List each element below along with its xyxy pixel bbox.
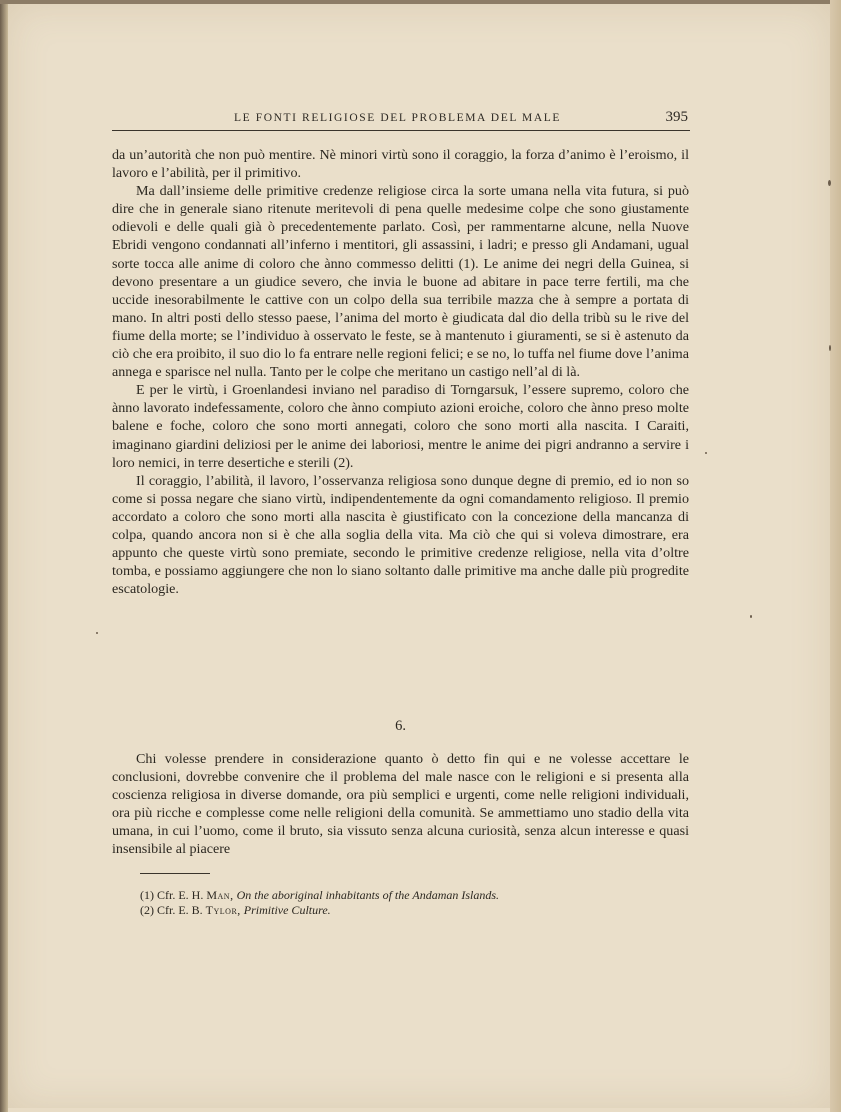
paragraph: Il coraggio, l’abilità, il lavoro, l’osservanza religiosa sono dunque degne di premio, ed io non so come si possa negare che siano virtù, indipendentemente da ogni comandamento religioso. Il premio accordato a coloro che sono morti alla nascita è giustificato con la concezione della mancanza di colpa, quando ancora non si è che alla soglia della vita. Ma ciò che qui si voleva dimostrare, era appunto che queste virtù sono premiate, secondo le primitive credenze religiose, nella vita d’oltre tomba, e possiamo aggiungere che non lo siano soltanto dalle primitive ma anche dalle più progredite escatologie. (112, 472, 689, 598)
footnote (140, 888, 680, 903)
main-text (112, 146, 689, 598)
paper-speck (750, 615, 752, 618)
page-top-edge (0, 0, 841, 4)
page-number: 395 (665, 109, 688, 125)
footnote-marker: (1) (140, 888, 154, 902)
paragraph: E per le virtù, i Groenlandesi inviano nel paradiso di Torngarsuk, l’essere supremo, coloro che ànno lavorato indefessamente, coloro che ànno compiuto azioni eroiche, coloro che ànno preso molte balene e foche, coloro che sono morti annegati, coloro che sono morti alla nascita. I Caraiti, imaginano giardini deliziosi per le anime dei laboriosi, mentre le anime dei pigri andranno a servire i loro nemici, in terre desertiche e sterili (2). (112, 382, 689, 471)
footnote-title: Primitive Culture. (243, 902, 331, 917)
footnote-author: Man, (206, 888, 234, 902)
page-right-edge (830, 0, 841, 1112)
footnote-separator (140, 873, 210, 874)
footnote (140, 903, 680, 918)
footnote-prefix: Cfr. E. H. (157, 888, 204, 902)
paragraph: da un’autorità che non può mentire. Nè minori virtù sono il coraggio, la forza d’animo è l’eroismo, il lavoro e l’abilità, per il primitivo. (112, 147, 689, 182)
paper-speck (828, 180, 831, 186)
footnote-author: Tylor, (205, 902, 241, 917)
paper-speck (705, 452, 707, 454)
footnotes (140, 888, 680, 917)
paper-speck (96, 632, 98, 634)
paragraph: Chi volesse prendere in considerazione quanto ò detto fin qui e ne volesse accettare le conclusioni, dovrebbe convenire che il problema del male nasce con le religioni e si presenta alla coscienza religiosa in diverse domande, ora più semplici e urgenti, come nelle religioni individuali, ora più ricche e complesse come nelle religioni della comunità. Se ammettiamo uno stadio della vita umana, in cui l’uomo, come il bruto, sia vissuto senza alcuna curiosità, senza alcun interesse e quasi insensibile al piacere (112, 751, 689, 858)
running-header (112, 108, 690, 131)
footnote-marker: (2) (140, 902, 154, 917)
footnote-prefix: Cfr. E. B. (157, 902, 203, 917)
paper-speck (829, 345, 831, 351)
footnote-title: On the aboriginal inhabitants of the Andaman Islands. (236, 888, 500, 902)
section-number: 6. (395, 718, 406, 734)
paragraph: Ma dall’insieme delle primitive credenze religiose circa la sorte umana nella vita futura, si può dire che in generale siano ritenute meritevoli di pena quelle medesime colpe che sono giustamente odievoli e delle quali già ò precedentemente parlato. Così, per rammentarne alcune, nella Nuove Ebridi vengono condannati all’inferno i mentitori, gli assassini, i ladri; e presso gli Andamani, ugual sorte tocca alle anime di coloro che ànno commesso delitti (1). Le anime dei negri della Guinea, si devono presentare a un giudice severo, che invia le buone ad abitare in pace terre fertili, ma che uccide inesorabilmente le cattive con un colpo della sua terribile mazza che à sempre a portata di mano. In altri posti dello stesso paese, l’anima del morto è giudicata dal dio della tribù su le rive del fiume della morte; se l’individuo à osservato le feste, se à mantenuto i giuramenti, se si è astenuto da ciò che era proibito, il suo dio lo fa entrare nelle regioni felici; e se no, lo tuffa nel fiume dove l’anima annega e sparisce nel nulla. Tanto per le colpe che meritano un castigo nell’al di là. (112, 183, 689, 381)
page-binding-edge (0, 0, 8, 1112)
section-text (112, 750, 689, 859)
running-title: LE FONTI RELIGIOSE DEL PROBLEMA DEL MALE (234, 112, 561, 124)
